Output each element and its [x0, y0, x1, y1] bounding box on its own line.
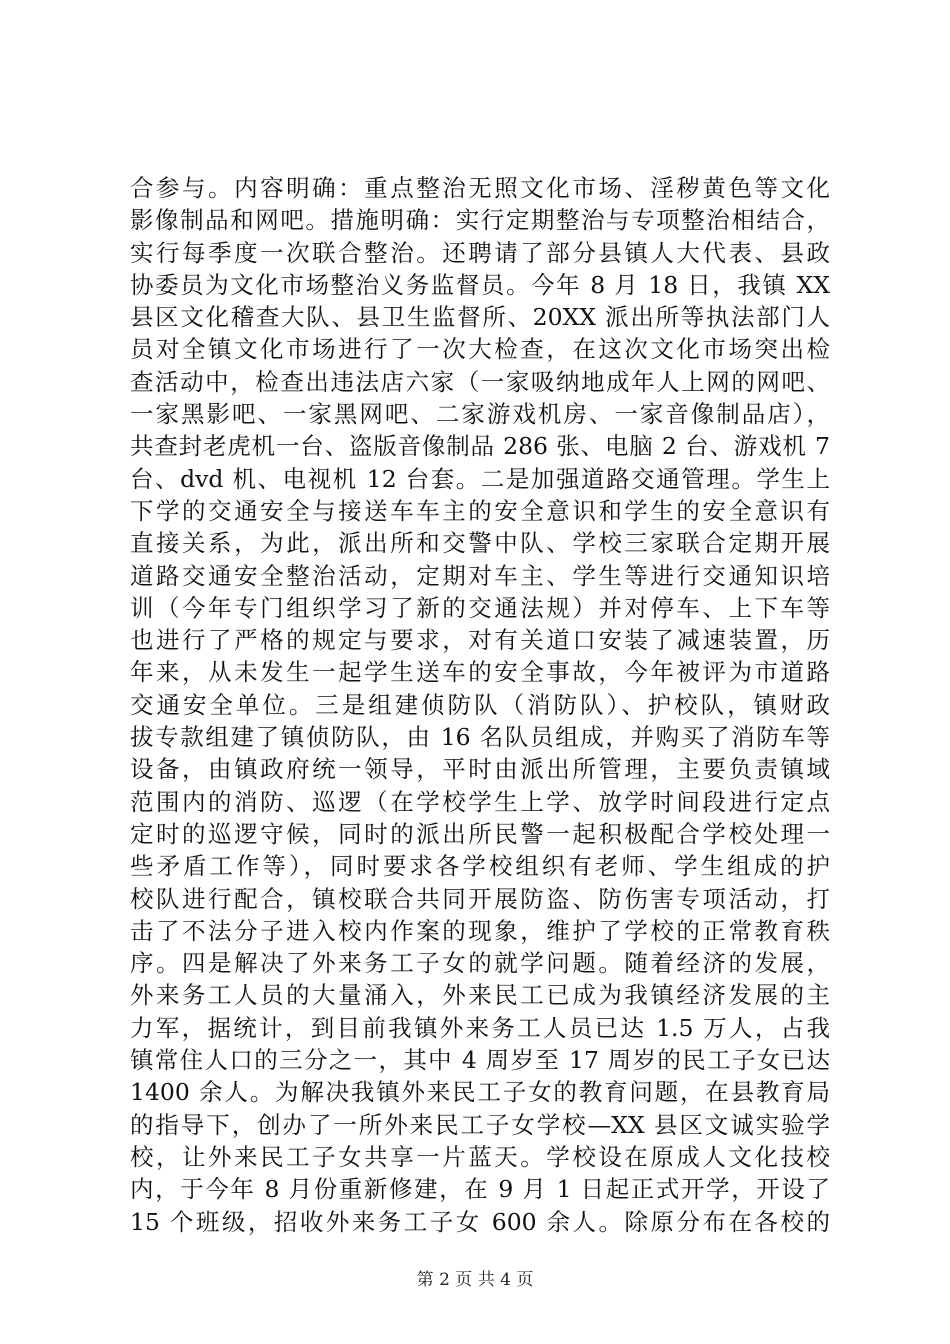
page-footer: 第 2 页 共 4 页	[416, 1270, 534, 1290]
text-line: 15 个班级，招收外来务工子女 600 余人。除原分布在各校的	[130, 1207, 830, 1236]
text-line: 训（今年专门组织学习了新的交通法规）并对停车、上下车等	[130, 593, 830, 622]
body-text	[130, 172, 830, 1238]
text-line: 下学的交通安全与接送车车主的安全意识和学生的安全意识有	[130, 496, 830, 525]
text-line: 镇常住人口的三分之一，其中 4 周岁至 17 周岁的民工子女已达	[130, 1046, 830, 1075]
text-line: 1400 余人。为解决我镇外来民工子女的教育问题，在县教育局	[130, 1078, 830, 1107]
text-line: 校，让外来民工子女共享一片蓝天。学校设在原成人文化技校	[130, 1142, 830, 1171]
text-line: 直接关系，为此，派出所和交警中队、学校三家联合定期开展	[130, 529, 830, 558]
text-line: 共查封老虎机一台、盗版音像制品 286 张、电脑 2 台、游戏机 7	[130, 432, 830, 461]
text-line: 力军，据统计，到目前我镇外来务工人员已达 1.5 万人，占我	[130, 1013, 830, 1042]
text-line: 员对全镇文化市场进行了一次大检查，在这次文化市场突出检	[130, 335, 830, 364]
text-line: 实行每季度一次联合整治。还聘请了部分县镇人大代表、县政	[130, 238, 830, 267]
text-line: 内，于今年 8 月份重新修建，在 9 月 1 日起正式开学，开设了	[130, 1175, 830, 1204]
text-line: 校队进行配合，镇校联合共同开展防盗、防伤害专项活动，打	[130, 884, 830, 913]
text-line: 的指导下，创办了一所外来民工子女学校—XX 县区文诚实验学	[130, 1110, 830, 1139]
text-line: 县区文化稽查大队、县卫生监督所、20XX 派出所等执法部门人	[130, 303, 830, 332]
text-line: 合参与。内容明确：重点整治无照文化市场、淫秽黄色等文化	[130, 174, 830, 202]
text-line: 台、dvd 机、电视机 12 台套。二是加强道路交通管理。学生上	[130, 464, 830, 493]
text-line: 序。四是解决了外来务工子女的就学问题。随着经济的发展，	[130, 949, 830, 978]
text-line: 击了不法分子进入校内作案的现象，维护了学校的正常教育秩	[130, 916, 830, 945]
text-line: 道路交通安全整治活动，定期对车主、学生等进行交通知识培	[130, 561, 830, 590]
text-line: 影像制品和网吧。措施明确：实行定期整治与专项整治相结合，	[130, 206, 830, 235]
text-line: 也进行了严格的规定与要求，对有关道口安装了减速装置，历	[130, 626, 830, 655]
text-line: 定时的巡逻守候，同时的派出所民警一起积极配合学校处理一	[130, 819, 830, 848]
text-line: 拔专款组建了镇侦防队，由 16 名队员组成，并购买了消防车等	[130, 723, 830, 752]
text-line: 协委员为文化市场整治义务监督员。今年 8 月 18 日，我镇 XX	[130, 270, 830, 299]
text-line: 一家黑影吧、一家黑网吧、二家游戏机房、一家音像制品店），	[130, 400, 830, 429]
text-line: 设备，由镇政府统一领导，平时由派出所管理，主要负责镇域	[130, 755, 830, 784]
text-line: 些矛盾工作等），同时要求各学校组织有老师、学生组成的护	[130, 852, 830, 881]
text-line: 范围内的消防、巡逻（在学校学生上学、放学时间段进行定点	[130, 787, 830, 816]
text-line: 外来务工人员的大量涌入，外来民工已成为我镇经济发展的主	[130, 981, 830, 1010]
text-line: 交通安全单位。三是组建侦防队（消防队）、护校队，镇财政	[130, 690, 830, 719]
text-line: 查活动中，检查出违法店六家（一家吸纳地成年人上网的网吧、	[130, 367, 830, 396]
text-line: 年来，从未发生一起学生送车的安全事故，今年被评为市道路	[130, 658, 830, 687]
